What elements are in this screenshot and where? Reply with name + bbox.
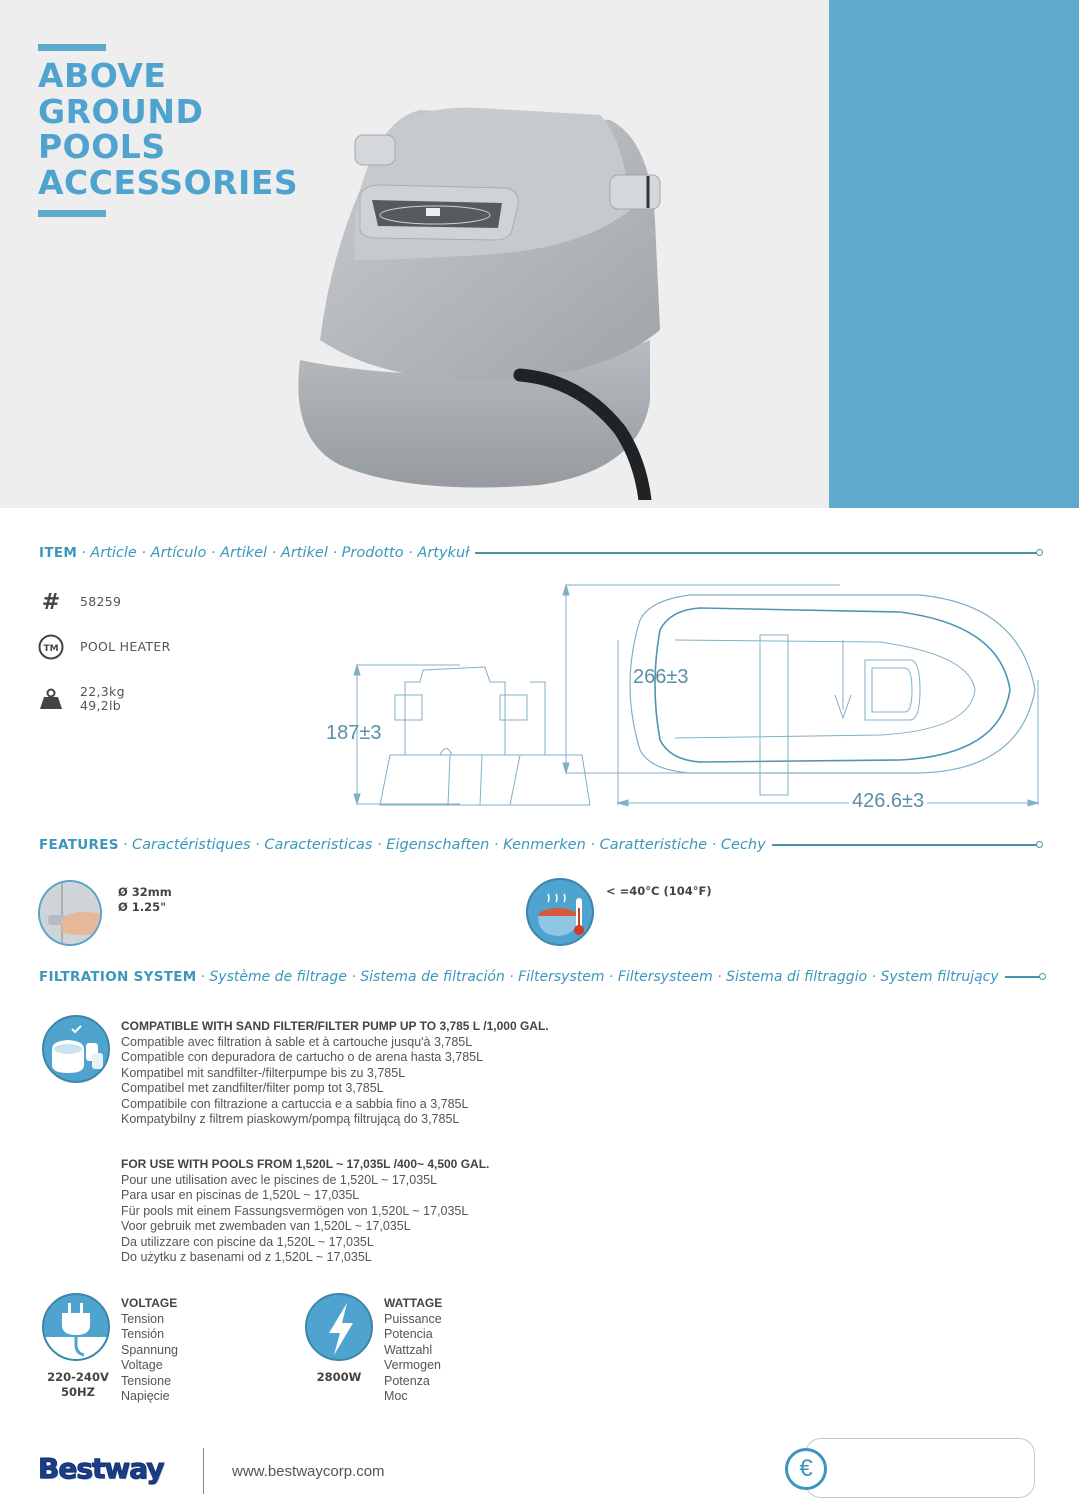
item-section-title: ITEM bbox=[39, 545, 78, 561]
pool-size-text bbox=[121, 1157, 489, 1266]
lightning-bolt-icon bbox=[305, 1293, 373, 1361]
section-divider-line bbox=[1005, 976, 1042, 978]
filtration-section-title: FILTRATION SYSTEM bbox=[39, 969, 197, 985]
item-name-row bbox=[38, 634, 171, 660]
dimension-depth: 266±3 bbox=[633, 666, 689, 688]
power-plug-icon bbox=[42, 1293, 110, 1361]
filter-compatibility-line: Kompatibel mit sandfilter-/filterpumpe bis zu 3,785L bbox=[121, 1065, 406, 1080]
hero-title bbox=[38, 58, 298, 200]
item-number-row bbox=[38, 589, 121, 615]
dimension-width: 426.6±3 bbox=[849, 790, 927, 813]
pool-heater-product-image bbox=[280, 100, 680, 500]
item-section-header bbox=[39, 543, 1039, 563]
pool-size-line: Pour une utilisation avec le piscines de 1,520L ~ 17,035L bbox=[121, 1172, 438, 1187]
wattage-value: 2800W bbox=[316, 1370, 362, 1384]
filter-compatibility-line: Compatibel met zandfilter/filter pomp tot 3,785L bbox=[121, 1081, 384, 1095]
svg-text:TM: TM bbox=[43, 644, 59, 654]
hero-bottom-bar bbox=[38, 210, 106, 217]
filter-compatibility-heading: COMPATIBLE WITH SAND FILTER/FILTER PUMP UP TO 3,785 L /1,000 GAL. bbox=[121, 1019, 549, 1033]
filter-compatibility-icon bbox=[42, 1015, 110, 1083]
wattage-translation: Puissance bbox=[384, 1311, 442, 1326]
hero-banner bbox=[0, 0, 1079, 508]
hero-title-line: POOLS bbox=[38, 127, 166, 166]
voltage-heading: VOLTAGE bbox=[121, 1296, 178, 1310]
features-section-title: FEATURES bbox=[39, 837, 119, 853]
voltage-translation: Tension bbox=[121, 1311, 165, 1326]
max-temperature: < =40°C (104°F) bbox=[606, 884, 712, 898]
website-link[interactable]: www.bestwaycorp.com bbox=[232, 1463, 385, 1480]
hero-title-line: ABOVE bbox=[38, 56, 167, 95]
pool-size-line: Voor gebruik met zwembaden van 1,520L ~ 17,035L bbox=[121, 1219, 411, 1233]
dimension-drawing bbox=[320, 580, 1050, 820]
item-section-translations: · Article · Artículo · Artikel · Artikel · Prodotto · Artykuł bbox=[81, 545, 470, 561]
voltage-translation: Tensione bbox=[121, 1373, 172, 1388]
item-weight-row bbox=[38, 685, 125, 713]
wattage-translations bbox=[384, 1296, 442, 1405]
wattage-translation: Potencia bbox=[384, 1327, 433, 1341]
trademark-icon bbox=[38, 634, 64, 660]
hose-diameter-inch: Ø 1.25" bbox=[118, 900, 167, 914]
voltage-translation: Spannung bbox=[121, 1342, 179, 1357]
voltage-translations bbox=[121, 1296, 178, 1405]
item-weight bbox=[80, 685, 125, 713]
hero-color-band bbox=[829, 0, 1079, 508]
hero-top-bar bbox=[38, 44, 106, 51]
filter-compatibility-line: Compatible con depuradora de cartucho o de arena hasta 3,785L bbox=[121, 1050, 484, 1064]
section-divider-line bbox=[772, 844, 1039, 846]
bestway-logo: Bestway bbox=[38, 1452, 164, 1485]
hero-title-line: ACCESSORIES bbox=[38, 162, 299, 202]
wattage-translation: Moc bbox=[384, 1389, 408, 1403]
pool-size-line: Für pools mit einem Fassungsvermögen von 1,520L ~ 17,035L bbox=[121, 1203, 469, 1218]
pool-size-line: Para usar en piscinas de 1,520L ~ 17,035L bbox=[121, 1188, 360, 1202]
features-section-header bbox=[39, 835, 1039, 855]
voltage-range: 220-240V bbox=[47, 1370, 109, 1384]
item-number: 58259 bbox=[80, 594, 122, 609]
filter-compatibility-line: Compatible avec filtration à sable et à cartouche jusqu'à 3,785L bbox=[121, 1034, 473, 1049]
pool-size-line: Do użytku z basenami od z 1,520L ~ 17,035L bbox=[121, 1250, 372, 1264]
wattage-translation: Wattzahl bbox=[384, 1342, 433, 1357]
section-divider-dot bbox=[1039, 973, 1046, 980]
section-divider-line bbox=[475, 552, 1039, 554]
filtration-section-header bbox=[39, 967, 1042, 987]
voltage-translation: Voltage bbox=[121, 1358, 163, 1372]
filter-compatibility-line: Kompatybilny z filtrem piaskowym/pompą filtrującą do 3,785L bbox=[121, 1112, 460, 1126]
voltage-translation: Napięcie bbox=[121, 1389, 170, 1403]
wattage-heading: WATTAGE bbox=[384, 1296, 443, 1310]
section-divider-dot bbox=[1036, 549, 1043, 556]
dimension-height: 187±3 bbox=[326, 722, 382, 744]
hash-icon: # bbox=[41, 589, 61, 615]
voltage-translation: Tensión bbox=[121, 1327, 165, 1341]
currency-symbol: € bbox=[799, 1455, 813, 1482]
voltage-frequency: 50HZ bbox=[61, 1385, 95, 1399]
heated-pool-thermometer-icon bbox=[526, 878, 594, 946]
voltage-value bbox=[40, 1370, 116, 1400]
wattage-translation: Vermogen bbox=[384, 1358, 441, 1372]
hose-diameter-mm: Ø 32mm bbox=[118, 885, 172, 899]
filter-compatibility-line: Compatibile con filtrazione a cartuccia e a sabbia fino a 3,785L bbox=[121, 1096, 469, 1111]
price-box bbox=[805, 1438, 1035, 1498]
hose-connection-icon bbox=[38, 880, 102, 946]
section-divider-dot bbox=[1036, 841, 1043, 848]
filtration-section-translations: · Système de filtrage · Sistema de filtración · Filtersystem · Filtersysteem · Sistema di filtraggio · System filtrujący bbox=[200, 969, 999, 985]
weight-icon bbox=[38, 686, 64, 712]
item-name: POOL HEATER bbox=[80, 639, 171, 654]
euro-currency-icon bbox=[785, 1448, 827, 1490]
weight-lb: 49,2lb bbox=[80, 698, 122, 713]
hose-diameter bbox=[118, 885, 172, 915]
wattage-translation: Potenza bbox=[384, 1373, 430, 1388]
pool-size-line: Da utilizzare con piscine da 1,520L ~ 17,035L bbox=[121, 1234, 374, 1249]
weight-kg: 22,3kg bbox=[80, 684, 125, 699]
pool-size-heading: FOR USE WITH POOLS FROM 1,520L ~ 17,035L /400~ 4,500 GAL. bbox=[121, 1157, 490, 1171]
filter-compatibility-text bbox=[121, 1019, 549, 1128]
features-section-translations: · Caractéristiques · Caracteristicas · Eigenschaften · Kenmerken · Caratteristiche · Cechy bbox=[122, 837, 766, 853]
hero-title-line: GROUND bbox=[38, 91, 204, 131]
footer-divider bbox=[203, 1448, 204, 1494]
